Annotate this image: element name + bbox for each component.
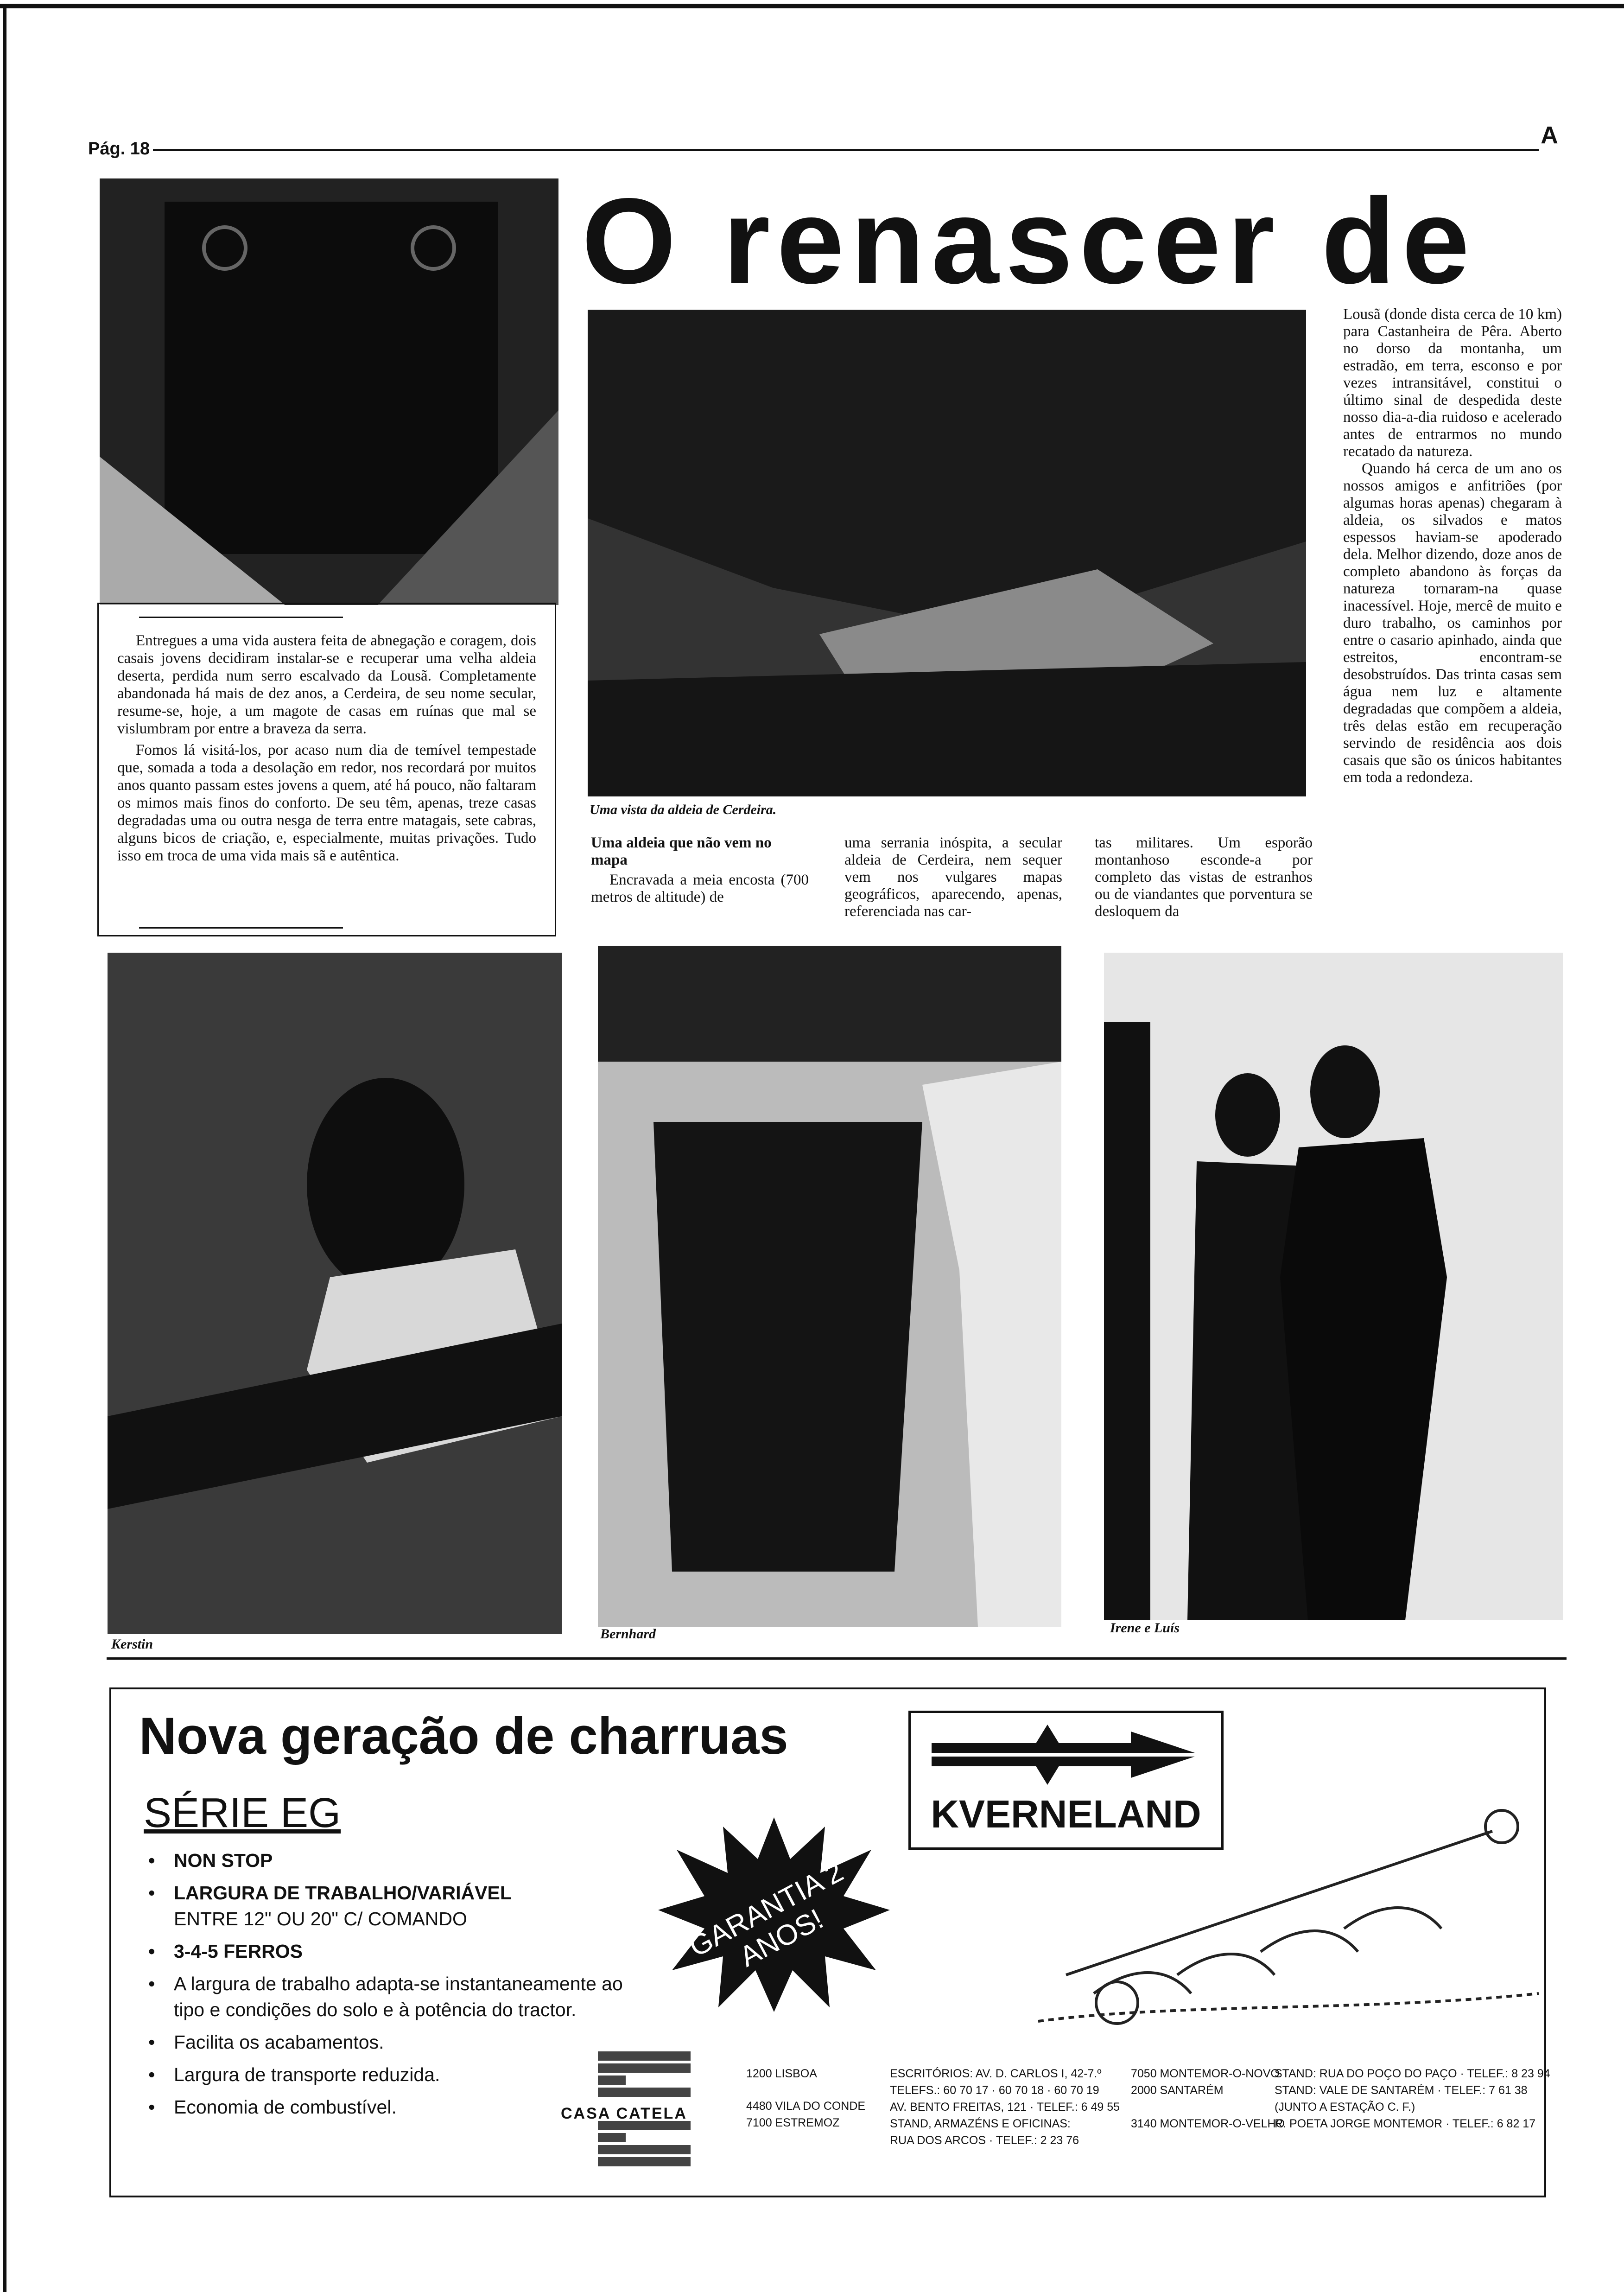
intro-box: [97, 603, 556, 936]
photo-door: [100, 178, 558, 605]
caption-bernhard: Bernhard: [600, 1626, 656, 1642]
page-number: Pág. 18: [88, 139, 150, 159]
column-3-text: tas militares. Um esporão montanhoso esconde-a por completo das vistas de estranhos ou de viandantes que porventura se desloquem da: [1095, 834, 1313, 920]
address-line: AV. BENTO FREITAS, 121 · TELEF.: 6 49 55: [890, 2101, 1120, 2114]
caption-irene-luis: Irene e Luís: [1110, 1620, 1180, 1636]
photo-kerstin: [108, 953, 562, 1634]
ad-feature: • NON STOP: [148, 1847, 635, 1873]
address-line: R. POETA JORGE MONTEMOR · TELEF.: 6 82 17: [1275, 2117, 1536, 2130]
intro-paragraph: Entregues a uma vida austera feita de abnegação e coragem, dois casais jovens decidiram instalar-se e recuperar uma velha aldeia deserta, perdida num serro escalvado da Lousã. Completamente abandonada há mais de dez anos, a Cerdeira, de seu nome secular, resume-se, hoje, a um magote de casas em ruínas que mal se vislumbram por entre a braveza da serra.: [117, 632, 536, 737]
address-city: 7050 MONTEMOR-O-NOVO: [1131, 2067, 1280, 2080]
header-rule: [153, 149, 1539, 151]
top-border: [0, 4, 1624, 8]
intro-rule-top: [139, 617, 343, 618]
address-line: STAND, ARMAZÉNS E OFICINAS:: [890, 2117, 1071, 2130]
address-line: TELEFS.: 60 70 17 · 60 70 18 · 60 70 19: [890, 2084, 1099, 2097]
column-1-text: Encravada a meia encosta (700 metros de altitude) de: [591, 872, 809, 905]
headline: O renascer de: [582, 173, 1476, 309]
right-column-paragraph: Lousã (donde dista cerca de 10 km) para Castanheira de Pêra. Aberto no dorso da montanha, um estradão, em terra, esconso e por vezes intransitável, constitui o último sinal de despedida deste nosso dia-a-dia ruidoso e acelerado antes de entrarmos no mundo recatado da natureza.: [1343, 306, 1562, 460]
address-line: (JUNTO A ESTAÇÃO C. F.): [1275, 2101, 1415, 2114]
column-1: [591, 872, 809, 906]
ad-feature-title: LARGURA DE TRABALHO/VARIÁVEL: [174, 1882, 512, 1904]
ad-feature: • 3-4-5 FERROS: [148, 1938, 635, 1964]
caption-village: Uma vista da aldeia de Cerdeira.: [590, 802, 777, 817]
left-border: [3, 4, 6, 2292]
address-line: RUA DOS ARCOS · TELEF.: 2 23 76: [890, 2134, 1079, 2147]
address-line: STAND: VALE DE SANTARÉM · TELEF.: 7 61 38: [1275, 2084, 1528, 2097]
intro-paragraph: Fomos lá visitá-los, por acaso num dia de temível tempestade que, somada a toda a desolação em redor, nos recordará por muitos anos quanto passam estes jovens a quem, até há pouco, não faltaram os mimos mais finos do conforto. De seu têm, apenas, treze casas degradadas uma ou outra nesga de terra entre matagais, sete cabras, alguns bicos de criação, e, especialmente, muitas privações. Tudo isso em troca de uma vida mais sã e autêntica.: [117, 742, 536, 864]
ad-separator: [107, 1657, 1567, 1660]
photo-irene-luis: [1104, 953, 1563, 1620]
address-city: 4480 VILA DO CONDE: [746, 2100, 866, 2113]
ad-feature-list: [148, 1847, 635, 2126]
ad-feature: [148, 1880, 635, 1932]
ad-feature: • A largura de trabalho adapta-se instantaneamente ao tipo e condições do solo e à potência do tractor.: [148, 1971, 635, 2023]
address-city: 2000 SANTARÉM: [1131, 2084, 1224, 2097]
right-column-paragraph: Quando há cerca de um ano os nossos amigos e anfitriões (por algumas horas apenas) chegaram à aldeia, os silvados e matos espessos haviam-se apoderado dela. Melhor dizendo, doze anos de completo abandono às forças da natureza tornaram-na quase inacessível. Hoje, mercê de muito e duro trabalho, os caminhos por entre o casario apinhado, ainda que estreitos, encontram-se desobstruídos. Das trinta casas sem água nem luz e altamente degradadas que compõem a aldeia, três delas estão em recuperação servindo de residência aos dois casais que são os únicos habitantes em toda a redondeza.: [1343, 460, 1562, 786]
photo-bernhard: [598, 946, 1061, 1627]
publication-mark: A: [1541, 122, 1558, 149]
casa-catela-name: CASA CATELA: [561, 2105, 687, 2122]
ad-series: SÉRIE EG: [144, 1790, 341, 1836]
caption-kerstin: Kerstin: [111, 1636, 153, 1652]
ad-feature: • Facilita os acabamentos.: [148, 2029, 635, 2055]
column-2-text: uma serrania inóspita, a secular aldeia de Cerdeira, nem sequer vem nos vulgares mapas geográficos, aparecendo, apenas, referenciada nas car-: [844, 834, 1062, 920]
ad-title: Nova geração de charruas: [139, 1707, 788, 1765]
right-column: [1343, 306, 1562, 786]
address-line: STAND: RUA DO POÇO DO PAÇO · TELEF.: 8 23 94: [1275, 2067, 1550, 2080]
address-city: 1200 LISBOA: [746, 2067, 817, 2080]
column-2: [844, 834, 1062, 920]
plough-illustration: [1038, 1715, 1539, 2031]
ad-feature: • Largura de transporte reduzida.: [148, 2062, 635, 2088]
address-city: 3140 MONTEMOR-O-VELHO: [1131, 2117, 1285, 2130]
ad-feature-extra: ENTRE 12" OU 20" C/ COMANDO: [174, 1908, 467, 1929]
photo-village: [588, 310, 1306, 796]
intro-rule-bottom: [139, 927, 343, 929]
address-city: 7100 ESTREMOZ: [746, 2116, 840, 2129]
subhead: Uma aldeia que não vem no mapa: [591, 834, 772, 868]
address-line: ESCRITÓRIOS: AV. D. CARLOS I, 42-7.º: [890, 2067, 1102, 2080]
column-3: [1095, 834, 1313, 920]
kverneland-brand: KVERNELAND: [931, 1792, 1201, 1836]
ad-feature: • Economia de combustível.: [148, 2094, 635, 2120]
guarantee-text: GARANTIA 2 ANOS!: [684, 1855, 849, 1974]
